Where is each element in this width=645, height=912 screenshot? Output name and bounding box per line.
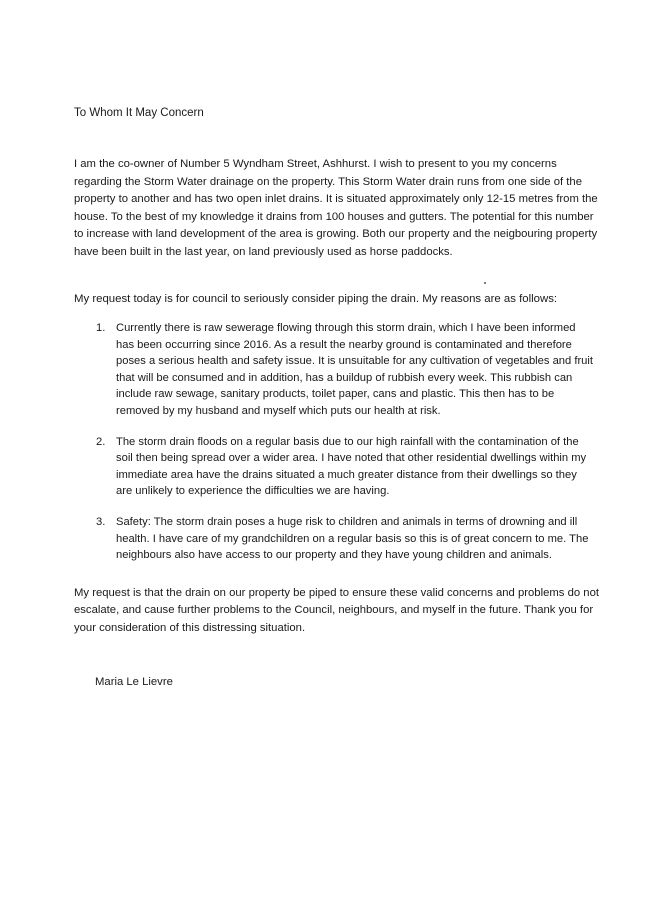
reason-number: 2.: [96, 435, 106, 448]
reason-item: [96, 434, 596, 500]
reason-number: 1.: [96, 322, 106, 334]
intro-paragraph: I am the co-owner of Number 5 Wyndham Street, Ashhurst. I wish to present to you my concerns regarding the Storm Water drainage on the property. This Storm Water drain runs from one side of the property to another and has two open inlet drains. It is situated approximately only 12-15 metres from the house. To the best of my knowledge it drains from 100 houses and gutters. The potential for this number to increase with land development of the area is growing. Both our property and the neigbouring property have been built in the last year, on land previously used as horse paddocks.: [74, 158, 598, 258]
signature-name: Maria Le Lievre: [95, 676, 173, 688]
reason-item: [96, 514, 596, 564]
reason-text: Safety: The storm drain poses a huge risk to children and animals in terms of drowning and ill health. I have care of my grandchildren on a regular basis so this is of great concern to me. The neighbours also have access to our property and they have young children and animals.: [116, 515, 589, 562]
reason-text: Currently there is raw sewerage flowing through this storm drain, which I have been informed has been occurring since 2016. As a result the nearby ground is contaminated and therefore poses a serious health and safety issue. It is unsuitable for any cultivation of vegetables and fruit that will be consumed and in addition, has a buildup of rubbish every week. This rubbish can include raw sewage, sanitary products, toilet paper, cans and plastic. This then has to be removed by my husband and myself which puts our health at risk.: [116, 322, 593, 417]
reasons-list: [96, 320, 596, 564]
closing-paragraph: My request is that the drain on our property be piped to ensure these valid concerns and problems do not escalate, and cause further problems to the Council, neighbours, and myself in the future. Thank you for your consideration of this distressing situation.: [74, 587, 599, 634]
request-intro: My request today is for council to seriously consider piping the drain. My reasons are as follows:: [74, 293, 558, 305]
reason-item: [96, 320, 596, 420]
reason-number: 3.: [96, 515, 106, 528]
salutation: To Whom It May Concern: [74, 107, 204, 119]
reason-text: The storm drain floods on a regular basis due to our high rainfall with the contamination of the soil then being spread over a wider area. I have noted that other residential dwellings within my immediate area have the drains situated a much greater distance from their dwellings so they are unlikely to experience the difficulties we are having.: [116, 435, 587, 498]
stray-mark: [484, 282, 486, 284]
